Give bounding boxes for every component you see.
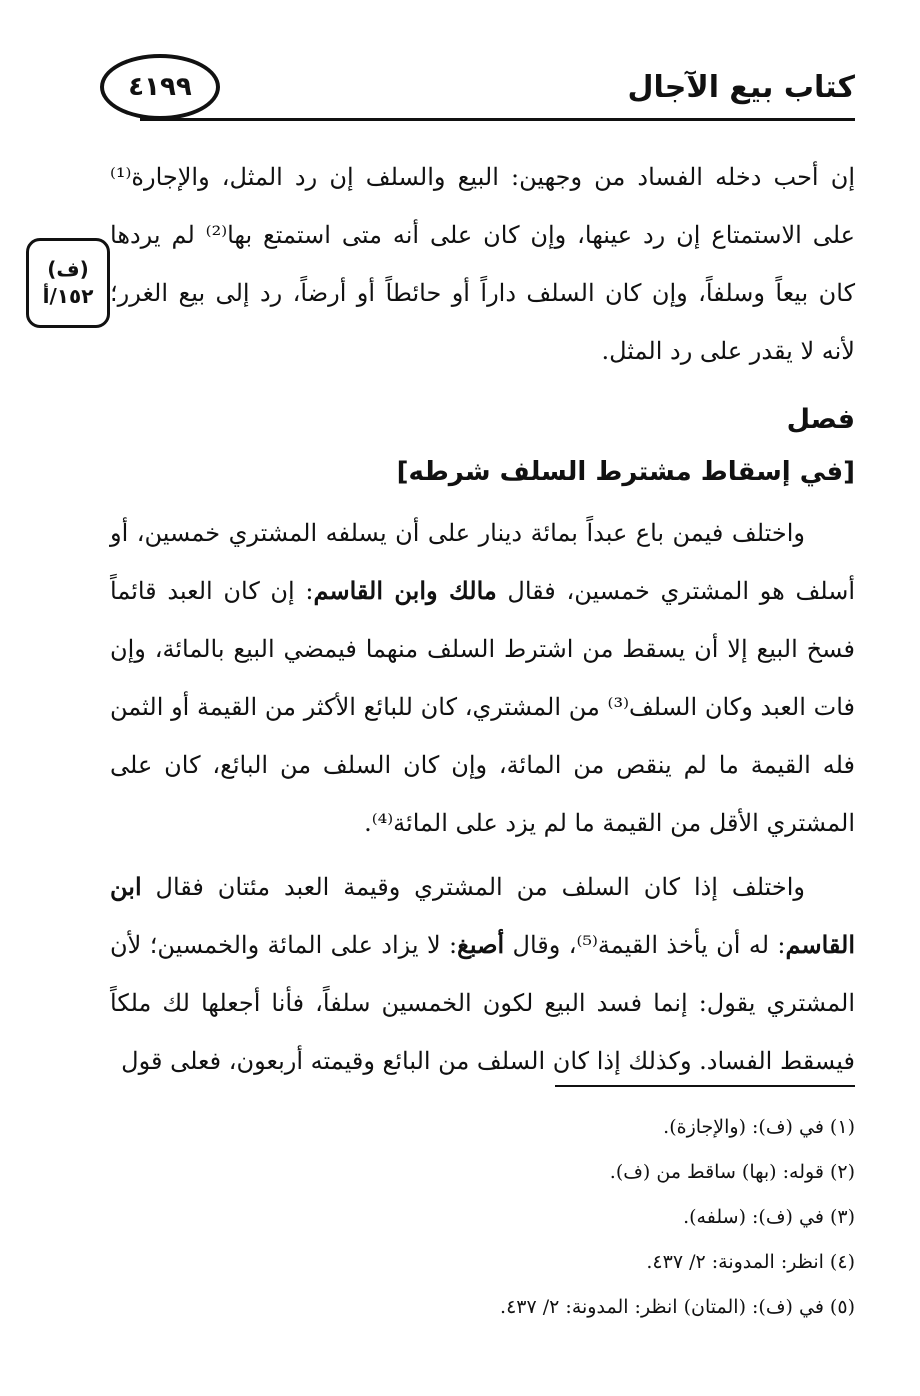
footnote-3: (٣) في (ف): (سلفه). <box>683 1206 855 1228</box>
page-header <box>100 52 855 122</box>
footnotes <box>110 1105 855 1330</box>
para3-text-c: : لا يزاد على المائة والخمسين؛ لأن المشتري يقول: إنما فسد البيع لكون الخمسين سلفاً، فأنا أجعلها لك ملكاً فيسقط الفساد. وكذلك إذا كان السلف من البائع وقيمته أربعون، فعلى قول <box>110 931 855 1075</box>
main-text <box>110 148 855 1090</box>
para2-text-a: واختلف فيمن باع عبداً بمائة دينار على أن يسلفه المشتري خمسين، أو أسلف هو المشتري خمسين، فقال <box>110 519 856 605</box>
section-subtitle: [في إسقاط مشترط السلف شرطه] <box>396 457 855 487</box>
footnote-4: (٤) انظر: المدونة: ٢/ ٤٣٧. <box>646 1251 855 1273</box>
para3-text-b: : له أن يأخذ القيمة⁽⁵⁾، وقال <box>504 931 786 959</box>
footnote-separator <box>555 1085 855 1087</box>
para2-names: مالك وابن القاسم <box>313 576 497 605</box>
para3-name-2: أصبغ <box>457 930 505 959</box>
paragraph-2 <box>110 504 855 852</box>
section-title: فصل <box>786 404 855 435</box>
footnote-1: (١) في (ف): (والإجازة). <box>663 1116 855 1138</box>
paragraph-3 <box>110 858 855 1090</box>
margin-ref-source: (ف) <box>47 257 89 281</box>
para2-text-b: : إن كان العبد قائماً فسخ البيع إلا أن يسقط من اشترط السلف منهما فيمضي البيع بالمائة، وإن فات العبد وكان السلف⁽³⁾ من المشتري، كان للبائع الأكثر من القيمة أو الثمن فله القيمة ما لم ينقص من المائة، وإن كان السلف من البائع، كان على المشتري الأقل من القيمة ما لم يزد على المائة⁽⁴⁾. <box>110 577 855 837</box>
manuscript-margin-reference <box>26 238 110 328</box>
para3-name-1: ابن القاسم <box>110 872 856 959</box>
footnote-5: (٥) في (ف): (المتان) انظر: المدونة: ٢/ ٤٣٧. <box>500 1296 855 1318</box>
footnote-2: (٢) قوله: (بها) ساقط من (ف). <box>609 1161 855 1183</box>
paragraph-1: إن أحب دخله الفساد من وجهين: البيع والسلف إن رد المثل، والإجارة⁽¹⁾ على الاستمتاع إن رد عينها، وإن كان على أنه متى استمتع بها⁽²⁾ لم يردها كان بيعاً وسلفاً، وإن كان السلف داراً أو حائطاً أو أرضاً، رد إلى بيع الغرر؛ لأنه لا يقدر على رد المثل. <box>110 163 855 365</box>
para3-text-a: واختلف إذا كان السلف من المشتري وقيمة العبد مئتان فقال <box>141 873 805 901</box>
header-rule <box>140 118 855 121</box>
book-title: كتاب بيع الآجال <box>627 70 855 105</box>
page-number-badge: ٤١٩٩ <box>100 54 220 120</box>
margin-ref-folio: ١٥٢/أ <box>42 284 94 308</box>
